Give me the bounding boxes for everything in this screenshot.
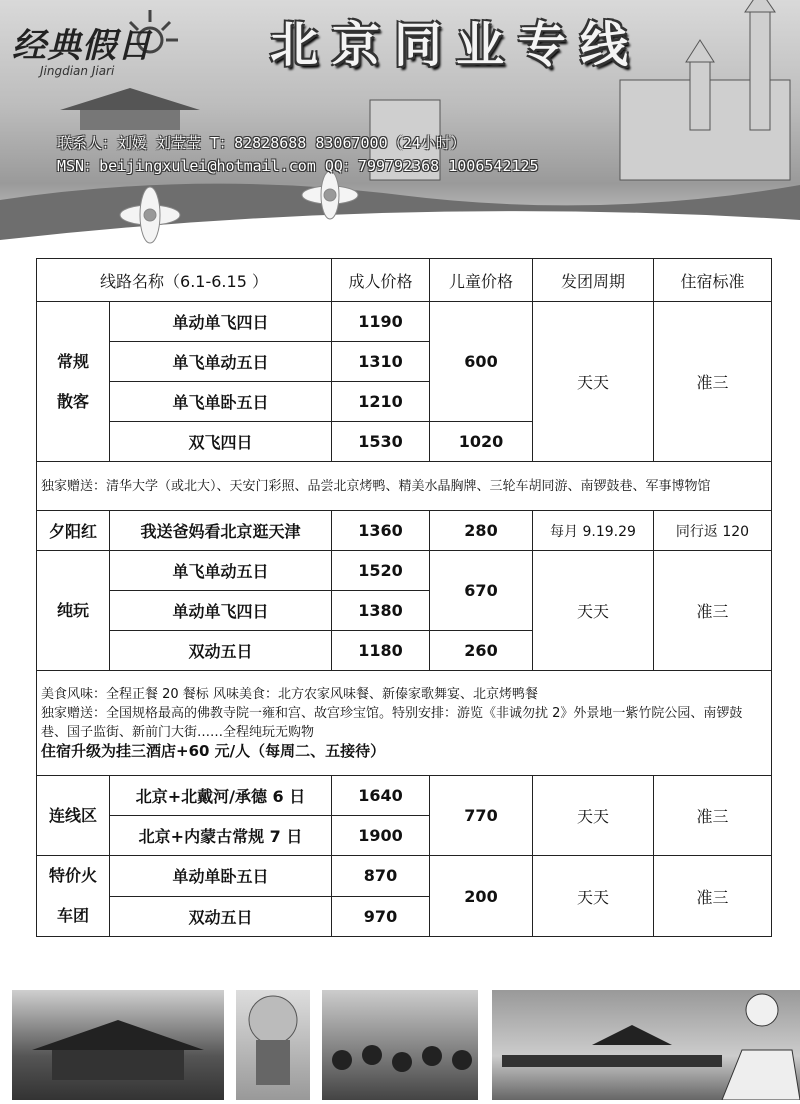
page-title: 北京同业专线	[270, 17, 643, 73]
child-price: 1020	[430, 422, 533, 462]
table-row	[37, 302, 772, 342]
header-period: 发团周期	[533, 259, 654, 302]
hotel-standard: 同行返 120	[654, 511, 772, 551]
child-price: 200	[430, 856, 533, 937]
departure-period: 天天	[533, 551, 654, 671]
table-row	[37, 551, 772, 591]
header-child: 儿童价格	[430, 259, 533, 302]
route-name: 双动五日	[110, 896, 332, 937]
child-price: 280	[430, 511, 533, 551]
header-hotel: 住宿标准	[654, 259, 772, 302]
table-row	[37, 671, 772, 776]
route-name: 单动单飞四日	[110, 302, 332, 342]
adult-price: 1180	[332, 631, 430, 671]
adult-price: 970	[332, 896, 430, 937]
adult-price: 1190	[332, 302, 430, 342]
palace-illustration	[60, 88, 200, 130]
route-name: 单飞单动五日	[110, 551, 332, 591]
msn-qq-line: MSN：beijingxulei@hotmail.com QQ：799792368 1006542125	[57, 157, 539, 175]
photo-corner-tower	[492, 990, 800, 1100]
category-sunset: 夕阳红	[37, 511, 110, 551]
route-name: 我送爸妈看北京逛天津	[110, 511, 332, 551]
price-table	[36, 258, 772, 937]
adult-price: 1210	[332, 382, 430, 422]
route-name: 单动单飞四日	[110, 591, 332, 631]
category-train: 特价火车团	[37, 856, 110, 937]
pure-play-notes	[37, 671, 772, 776]
child-price: 770	[430, 776, 533, 856]
food-note: 美食风味：全程正餐 20 餐标 风味美食：北方农家风味餐、新傣家歌舞宴、北京烤鸭餐	[41, 687, 538, 702]
route-name: 单飞单动五日	[110, 342, 332, 382]
photo-crowd	[322, 990, 478, 1100]
adult-price: 1360	[332, 511, 430, 551]
adult-price: 1530	[332, 422, 430, 462]
hotel-standard: 准三	[654, 302, 772, 462]
adult-price: 1640	[332, 776, 430, 816]
hotel-standard: 准三	[654, 776, 772, 856]
route-name: 双飞四日	[110, 422, 332, 462]
table-header-row	[37, 259, 772, 302]
logo-text: 经典假日	[12, 26, 152, 66]
route-name: 双动五日	[110, 631, 332, 671]
table-row	[37, 776, 772, 816]
category-regular: 常规散客	[37, 302, 110, 462]
child-price: 260	[430, 631, 533, 671]
departure-period: 天天	[533, 776, 654, 856]
category-connection: 连线区	[37, 776, 110, 856]
adult-price: 1900	[332, 816, 430, 856]
departure-period: 每月 9.19.29	[533, 511, 654, 551]
category-pure-play: 纯玩	[37, 551, 110, 671]
table-row	[37, 856, 772, 897]
hotel-standard: 准三	[654, 551, 772, 671]
photo-cartoon	[236, 990, 310, 1100]
adult-price: 1380	[332, 591, 430, 631]
contact-line: 联系人：刘媛 刘莹莹 T：82828688 83067000（24小时）	[57, 134, 466, 152]
header-route: 线路名称（6.1-6.15 ）	[37, 259, 332, 302]
gift-note: 独家赠送：清华大学（或北大）、天安门彩照、品尝北京烤鸭、精美水晶胸牌、三轮车胡同游、南锣鼓巷、军事博物馆	[37, 462, 772, 511]
photo-forbidden-city	[12, 990, 224, 1100]
child-price: 670	[430, 551, 533, 631]
adult-price: 870	[332, 856, 430, 897]
departure-period: 天天	[533, 302, 654, 462]
child-price: 600	[430, 302, 533, 422]
adult-price: 1310	[332, 342, 430, 382]
route-name: 北京+内蒙古常规 7 日	[110, 816, 332, 856]
hotel-standard: 准三	[654, 856, 772, 937]
logo-subtitle: Jingdian Jiari	[40, 64, 115, 78]
table-row	[37, 511, 772, 551]
gift-note: 独家赠送：全国规格最高的佛教寺院一雍和宫、故宫珍宝馆。特别安排：游览《非诚勿扰 2》外景地一紫竹院公园、南锣鼓巷、国子监街、新前门大街……全程纯玩无购物	[41, 706, 743, 740]
route-name: 北京+北戴河/承德 6 日	[110, 776, 332, 816]
route-name: 单飞单卧五日	[110, 382, 332, 422]
header-adult: 成人价格	[332, 259, 430, 302]
route-name: 单动单卧五日	[110, 856, 332, 897]
header-banner	[0, 0, 800, 262]
departure-period: 天天	[533, 856, 654, 937]
adult-price: 1520	[332, 551, 430, 591]
table-row	[37, 462, 772, 511]
upgrade-note: 住宿升级为挂三酒店+60 元/人（每周二、五接待）	[41, 742, 386, 760]
